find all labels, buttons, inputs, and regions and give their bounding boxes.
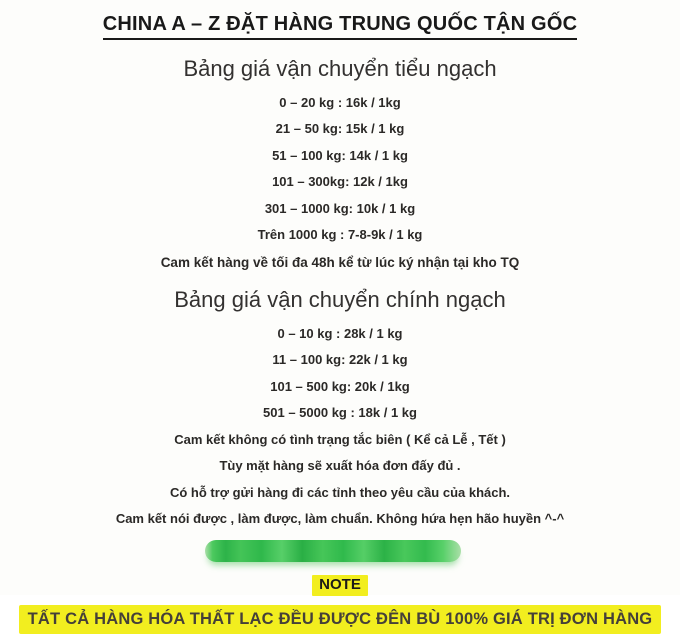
rate-line: 11 – 100 kg: 22k / 1 kg	[272, 352, 408, 367]
rate-line: 0 – 10 kg : 28k / 1 kg	[277, 325, 403, 341]
guarantee-row	[0, 596, 680, 634]
rate-line: 21 – 50 kg: 15k / 1 kg	[275, 121, 405, 136]
unofficial-section-heading: Bảng giá vận chuyển tiểu ngạch	[183, 56, 497, 81]
unofficial-commitment: Cam kết hàng về tối đa 48h kể từ lúc ký nhận tại kho TQ	[160, 255, 520, 270]
rate-line: 0 – 20 kg : 16k / 1kg	[279, 94, 401, 110]
service-note: Có hỗ trợ gửi hàng đi các tỉnh theo yêu cầu của khách.	[169, 484, 511, 500]
service-note: Tùy mặt hàng sẽ xuất hóa đơn đấy đủ .	[219, 458, 461, 473]
rate-line: 51 – 100 kg: 14k / 1 kg	[272, 147, 408, 163]
note-label-row	[0, 568, 680, 596]
service-note: Cam kết nói được , làm được, làm chuẩn. Không hứa hẹn hão huyền ^-^	[115, 511, 565, 526]
guarantee-highlight: TẤT CẢ HÀNG HÓA THẤT LẠC ĐỀU ĐƯỢC ĐÊN BÙ 100% GIÁ TRỊ ĐƠN HÀNG	[19, 605, 662, 634]
title-row	[0, 12, 680, 40]
rate-line: 101 – 300kg: 12k / 1kg	[272, 174, 408, 189]
rate-line: 301 – 1000 kg: 10k / 1 kg	[264, 200, 416, 216]
rate-line: Trên 1000 kg : 7-8-9k / 1 kg	[257, 227, 423, 242]
page-title: CHINA A – Z ĐẶT HÀNG TRUNG QUỐC TẬN GỐC	[103, 12, 577, 40]
official-section-heading: Bảng giá vận chuyển chính ngạch	[174, 287, 506, 312]
green-marker-redaction	[205, 540, 461, 562]
rate-line: 501 – 5000 kg : 18k / 1 kg	[263, 405, 417, 420]
service-note: Cam kết không có tình trạng tắc biên ( Kể cả Lễ , Tết )	[174, 431, 506, 447]
note-label: NOTE	[312, 575, 368, 596]
rate-line: 101 – 500 kg: 20k / 1kg	[270, 378, 410, 394]
